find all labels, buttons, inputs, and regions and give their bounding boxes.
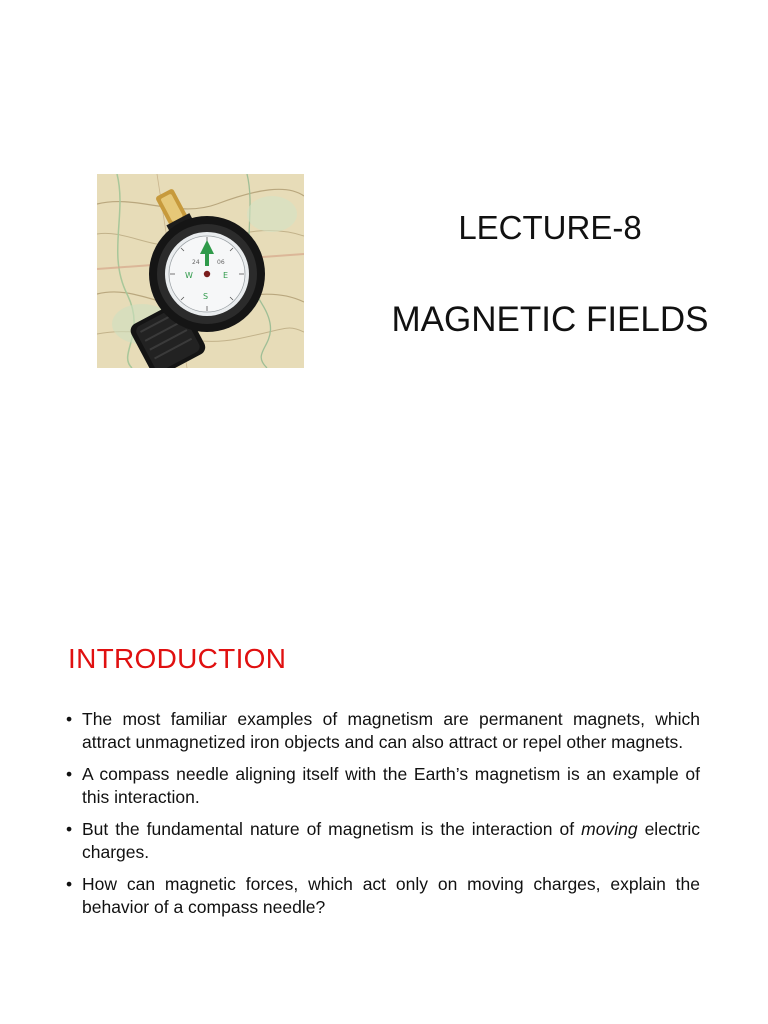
svg-text:24: 24 <box>192 259 200 266</box>
compass-on-map-image <box>97 174 304 368</box>
svg-text:06: 06 <box>217 259 225 266</box>
bullet-text: A compass needle aligning itself with the Earth’s magnetism is an example of this interaction. <box>82 764 700 807</box>
bullet-item <box>66 873 700 919</box>
introduction-slide <box>0 600 768 1024</box>
bullet-text: The most familiar examples of magnetism are permanent magnets, which attract unmagnetized iron objects and can also attract or repel other magnets. <box>82 709 700 752</box>
lecture-number: LECTURE-8 <box>458 209 642 246</box>
lecture-topic: MAGNETIC FIELDS <box>391 300 709 339</box>
title-block <box>360 200 740 350</box>
bullet-text: How can magnetic forces, which act only on moving charges, explain the behavior of a compass needle? <box>82 874 700 917</box>
bullet-item <box>66 818 700 864</box>
bullet-emphasis: moving <box>581 819 638 839</box>
bullet-list <box>66 708 700 928</box>
svg-text:S: S <box>203 292 209 301</box>
svg-text:W: W <box>185 271 193 280</box>
bullet-item <box>66 708 700 754</box>
bullet-text-pre: But the fundamental nature of magnetism is the interaction of <box>82 819 582 839</box>
bullet-item <box>66 763 700 809</box>
svg-text:E: E <box>223 271 229 280</box>
bullet-text-post: electric charges. <box>82 819 701 862</box>
section-heading: INTRODUCTION <box>68 643 287 674</box>
